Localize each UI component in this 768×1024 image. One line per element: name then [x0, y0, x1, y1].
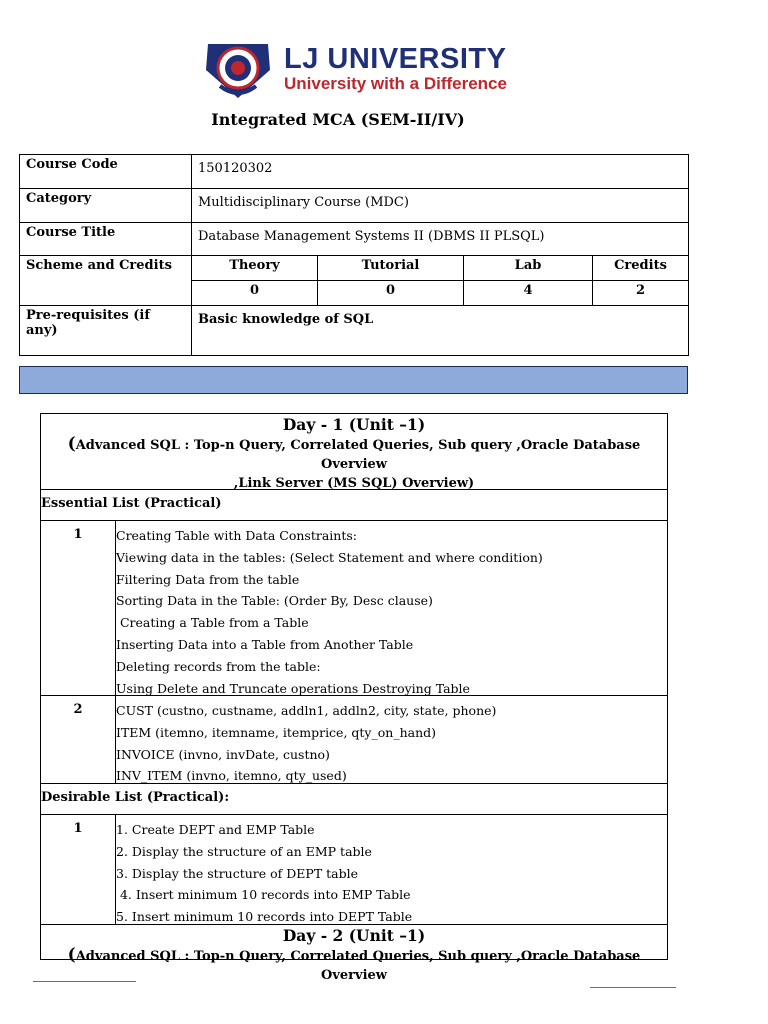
list-item: Filtering Data from the table [116, 571, 300, 587]
list-item: INVOICE (invno, invDate, custno) [116, 746, 330, 762]
list-item: Using Delete and Truncate operations Destroying Table [116, 680, 470, 696]
day2-header [41, 925, 667, 985]
scheme-value-tutorial: 0 [318, 281, 464, 306]
course-info-table [19, 154, 689, 356]
scheme-value-lab: 4 [464, 281, 593, 306]
scheme-value-theory: 0 [192, 281, 318, 306]
prereq-label: Pre-requisites (if any) [20, 306, 192, 356]
course-code-label: Course Code [20, 155, 192, 189]
day2-open-paren: ( [67, 945, 76, 965]
category-label: Category [20, 189, 192, 223]
day2-title: Day - 2 (Unit –1) [282, 926, 426, 945]
desirable-list-heading: Desirable List (Practical): [41, 784, 667, 815]
scheme-value-credits: 2 [593, 281, 689, 306]
desirable-row-1 [41, 815, 667, 925]
scheme-label: Scheme and Credits [20, 256, 192, 306]
day1-subtitle-line1: Advanced SQL : Top-n Query, Correlated Queries, Sub query ,Oracle Database Overview [75, 438, 641, 472]
day1-title: Day - 1 (Unit –1) [282, 415, 426, 434]
list-item: Inserting Data into a Table from Another Table [116, 636, 414, 652]
university-logo [198, 40, 538, 100]
list-item: Creating Table with Data Constraints: [116, 528, 357, 543]
logo-title: LJ UNIVERSITY [284, 43, 507, 75]
list-item: 3. Display the structure of DEPT table [116, 865, 359, 881]
list-item: CUST (custno, custname, addln1, addln2, city, state, phone) [116, 703, 497, 718]
list-item: 2. Display the structure of an EMP table [116, 843, 372, 859]
category-value: Multidisciplinary Course (MDC) [192, 189, 689, 223]
list-item: Creating a Table from a Table [116, 615, 309, 631]
scheme-header-credits: Credits [593, 256, 689, 281]
day1-open-paren: ( [67, 434, 76, 454]
list-item: 5. Insert minimum 10 records into DEPT Table [116, 909, 413, 925]
desirable-row-1-number: 1 [41, 815, 116, 924]
list-item: Viewing data in the tables: (Select Statement and where condition) [116, 549, 543, 565]
day1-subtitle-line2: ,Link Server (MS SQL) Overview) [233, 476, 475, 491]
course-title-value: Database Management Systems II (DBMS II PLSQL) [192, 223, 689, 256]
scheme-table [191, 255, 689, 306]
list-item: ITEM (itemno, itemname, itemprice, qty_on_hand) [116, 724, 437, 740]
scheme-header-lab: Lab [464, 256, 593, 281]
section-band [19, 366, 688, 394]
day1-header [41, 414, 667, 490]
list-item: INV_ITEM (invno, itemno, qty_used) [116, 768, 347, 784]
scheme-header-theory: Theory [192, 256, 318, 281]
course-code-value: 150120302 [192, 155, 689, 189]
essential-row-1 [41, 521, 667, 696]
prereq-value: Basic knowledge of SQL [192, 306, 689, 356]
footer-link-right[interactable] [590, 987, 676, 988]
essential-row-2-number: 2 [41, 696, 116, 783]
essential-list-heading: Essential List (Practical) [41, 490, 667, 521]
list-item: 4. Insert minimum 10 records into EMP Table [116, 887, 411, 903]
footer-link-left[interactable] [33, 981, 136, 982]
university-seal-icon [198, 40, 278, 100]
logo-tagline: University with a Difference [284, 74, 507, 93]
essential-row-2 [41, 696, 667, 784]
document-title: Integrated MCA (SEM-II/IV) [211, 110, 465, 129]
list-item: Deleting records from the table: [116, 658, 321, 674]
day2-subtitle-line1: Advanced SQL : Top-n Query, Correlated Queries, Sub query ,Oracle Database Overview [75, 949, 641, 983]
scheme-header-tutorial: Tutorial [318, 256, 464, 281]
essential-row-1-number: 1 [41, 521, 116, 695]
list-item: Sorting Data in the Table: (Order By, Desc clause) [116, 593, 433, 609]
practical-list-table [40, 413, 668, 983]
list-item: 1. Create DEPT and EMP Table [116, 822, 315, 837]
course-title-label: Course Title [20, 223, 192, 256]
